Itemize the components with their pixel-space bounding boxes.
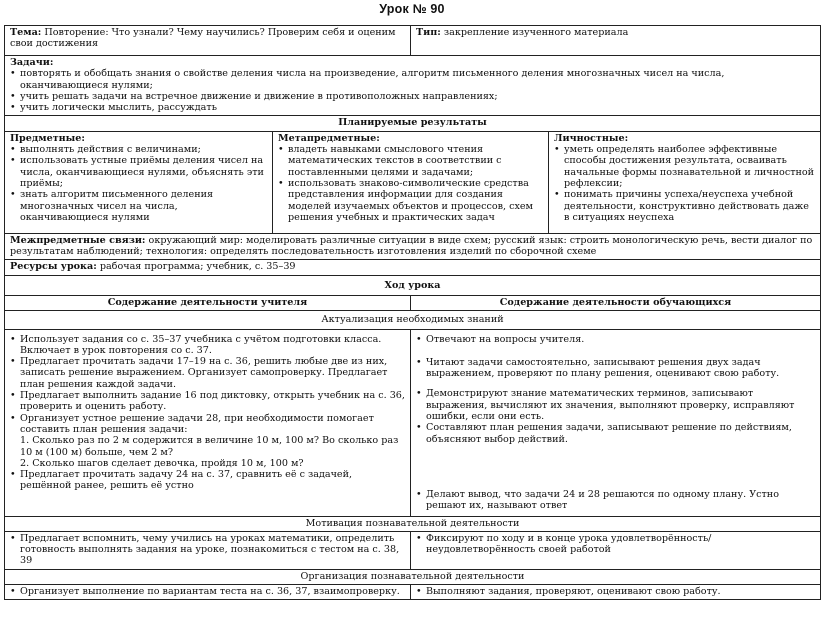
section-title: Организация познавательной деятельности: [5, 569, 821, 584]
planned-header: Планируемые результаты: [5, 116, 821, 131]
resources-cell: [5, 260, 821, 275]
question-list: [10, 435, 405, 469]
teacher-column-header: Содержание деятельности учителя: [5, 295, 411, 310]
students-column-header: Содержание деятельности обучающихся: [411, 295, 821, 310]
question-item: 2. Сколько шагов сделает девочка, пройдя 10 м, 100 м?: [20, 457, 304, 469]
results-row: [5, 131, 821, 233]
subject-results-list: [10, 144, 267, 223]
interdisciplinary-text: окружающий мир: моделировать различные ситуации в виде схем; русский язык: строить монологическую речь, вести диалог по результатам наблюдений; технология: определять последовательность изготовления изделий по сборочной схеме: [10, 234, 813, 258]
section-content-row: [5, 585, 821, 600]
list-item: • использовать устные приёмы деления чисел на числа, оканчивающиеся нулями, объяснять эти приёмы;: [10, 155, 267, 189]
page-title: Урок № 90: [379, 2, 445, 16]
list-item: • Организует выполнение по вариантам теста на с. 36, 37, взаимопроверку.: [10, 586, 405, 597]
personal-results-cell: [549, 131, 821, 233]
section-header-row: [5, 569, 821, 584]
spacer: [416, 345, 815, 357]
subject-results-label: Предметные:: [10, 132, 85, 144]
list-item: • понимать причины успеха/неуспеха учебной деятельности, конструктивно действовать даже в ситуациях неуспеха: [554, 189, 815, 223]
students-activity-cell: [411, 531, 821, 569]
list-item: • знать алгоритм письменного деления многозначных чисел на числа, оканчивающиеся нулями: [10, 189, 267, 223]
list-item: • Читают задачи самостоятельно, записывают решения двух задач выражением, проверяют по плану решения, оценивают свою работу.: [416, 357, 815, 380]
section-title: Мотивация познавательной деятельности: [5, 516, 821, 531]
interdisciplinary-row: [5, 233, 821, 260]
list-item: • использовать знаково-символические средства представления информации для создания моделей изучаемых объектов и процессов, схем решения учебных и практических задач: [278, 178, 543, 223]
list-item: • Фиксируют по ходу и в конце урока удовлетворённость/неудовлетворённость своей работой: [416, 533, 815, 556]
list-item: • Предлагает вспомнить, чему учились на уроках математики, определить готовность выполнять задания на уроке, познакомиться с тестом на с. 38, 39: [10, 533, 405, 567]
topic-row: [5, 26, 821, 56]
teacher-activity-cell: [5, 585, 411, 600]
list-item: • повторять и обобщать знания о свойстве деления числа на произведение, алгоритм письменного деления многозначных чисел на числа, оканчивающиеся нулями;: [10, 68, 815, 91]
personal-results-label: Личностные:: [554, 132, 629, 144]
type-text: закрепление изученного материала: [443, 27, 629, 38]
list-item: • Отвечают на вопросы учителя.: [416, 334, 815, 345]
question-item: 1. Сколько раз по 2 м содержится в величине 10 м, 100 м? Во сколько раз 10 м (100 м) больше, чем 2 м?: [20, 435, 399, 458]
students-activity-cell: [411, 329, 821, 516]
topic-label: Тема:: [10, 27, 42, 38]
teacher-activity-list: [10, 586, 405, 597]
topic-cell: [5, 26, 411, 56]
list-item: • Демонстрируют знание математических терминов, записывают выражения, вычисляют их значения, выполняют проверку, исправляют ошибки, если они есть.: [416, 388, 815, 422]
spacer: [416, 445, 815, 489]
topic-text: Повторение: Что узнали? Чему научились? Проверим себя и оценим свои достижения: [10, 27, 396, 50]
tasks-list: [10, 68, 815, 113]
tasks-cell: [5, 56, 821, 116]
list-item: • владеть навыками смыслового чтения математических текстов в соответствии с поставленными целями и задачами;: [278, 144, 543, 178]
section-content-row: [5, 329, 821, 516]
list-item: • Использует задания со с. 35–37 учебника с учётом подготовки класса. Включает в урок повторения со с. 37.: [10, 334, 405, 357]
list-item: • Предлагает прочитать задачи 17–19 на с. 36, решить любые две из них, записать решение выражением. Организует самопроверку. Предлагает план решения каждой задачи.: [10, 356, 405, 390]
section-content-row: [5, 531, 821, 569]
students-activity-cell: [411, 585, 821, 600]
section-header-row: [5, 516, 821, 531]
students-activity-list: [416, 586, 815, 597]
subject-results-cell: [5, 131, 273, 233]
list-item: • учить решать задачи на встречное движение и движение в противоположных направлениях;: [10, 91, 815, 102]
planned-header-row: [5, 116, 821, 131]
list-item: • учить логически мыслить, рассуждать: [10, 102, 815, 113]
meta-results-cell: [273, 131, 549, 233]
meta-results-label: Метапредметные:: [278, 132, 380, 144]
interdisciplinary-cell: [5, 233, 821, 260]
teacher-activity-list-2: [10, 469, 405, 492]
resources-label: Ресурсы урока:: [10, 261, 97, 273]
spacer: [416, 379, 815, 388]
tasks-label: Задачи:: [10, 57, 54, 68]
list-item: • Выполняют задания, проверяют, оценивают свою работу.: [416, 586, 815, 597]
list-item: • Делают вывод, что задачи 24 и 28 решаются по одному плану. Устно решают их, называют ответ: [416, 489, 815, 512]
lesson-flow-row: [5, 275, 821, 295]
students-activity-list: [416, 533, 815, 556]
list-item: • Предлагает прочитать задачу 24 на с. 37, сравнить её с задачей, решённой ранее, решить её устно: [10, 469, 405, 492]
resources-row: [5, 260, 821, 275]
list-item: • Предлагает выполнить задание 16 под диктовку, открыть учебник на с. 36, проверить и оценить работу.: [10, 390, 405, 413]
tasks-row: [5, 56, 821, 116]
lesson-flow-header: Ход урока: [5, 275, 821, 295]
section-header-row: [5, 311, 821, 329]
type-label: Тип:: [416, 27, 441, 38]
teacher-activity-list: [10, 533, 405, 567]
personal-results-list: [554, 144, 815, 223]
students-activity-list: [416, 334, 815, 512]
teacher-activity-cell: [5, 329, 411, 516]
list-item: • выполнять действия с величинами;: [10, 144, 267, 155]
section-title: Актуализация необходимых знаний: [5, 311, 821, 329]
list-item: • Организует устное решение задачи 28, при необходимости помогает составить план решения задачи:: [10, 413, 405, 436]
columns-header-row: [5, 295, 821, 310]
type-cell: [411, 26, 821, 56]
interdisciplinary-label: Межпредметные связи:: [10, 234, 146, 246]
meta-results-list: [278, 144, 543, 223]
teacher-activity-list: [10, 334, 405, 436]
resources-text: рабочая программа; учебник, с. 35–39: [99, 261, 296, 273]
list-item: • Составляют план решения задачи, записывают решение по действиям, объясняют выбор действий.: [416, 422, 815, 445]
list-item: • уметь определять наиболее эффективные способы достижения результата, осваивать начальные формы познавательной и личностной рефлексии;: [554, 144, 815, 189]
teacher-activity-cell: [5, 531, 411, 569]
lesson-table: [4, 25, 821, 600]
